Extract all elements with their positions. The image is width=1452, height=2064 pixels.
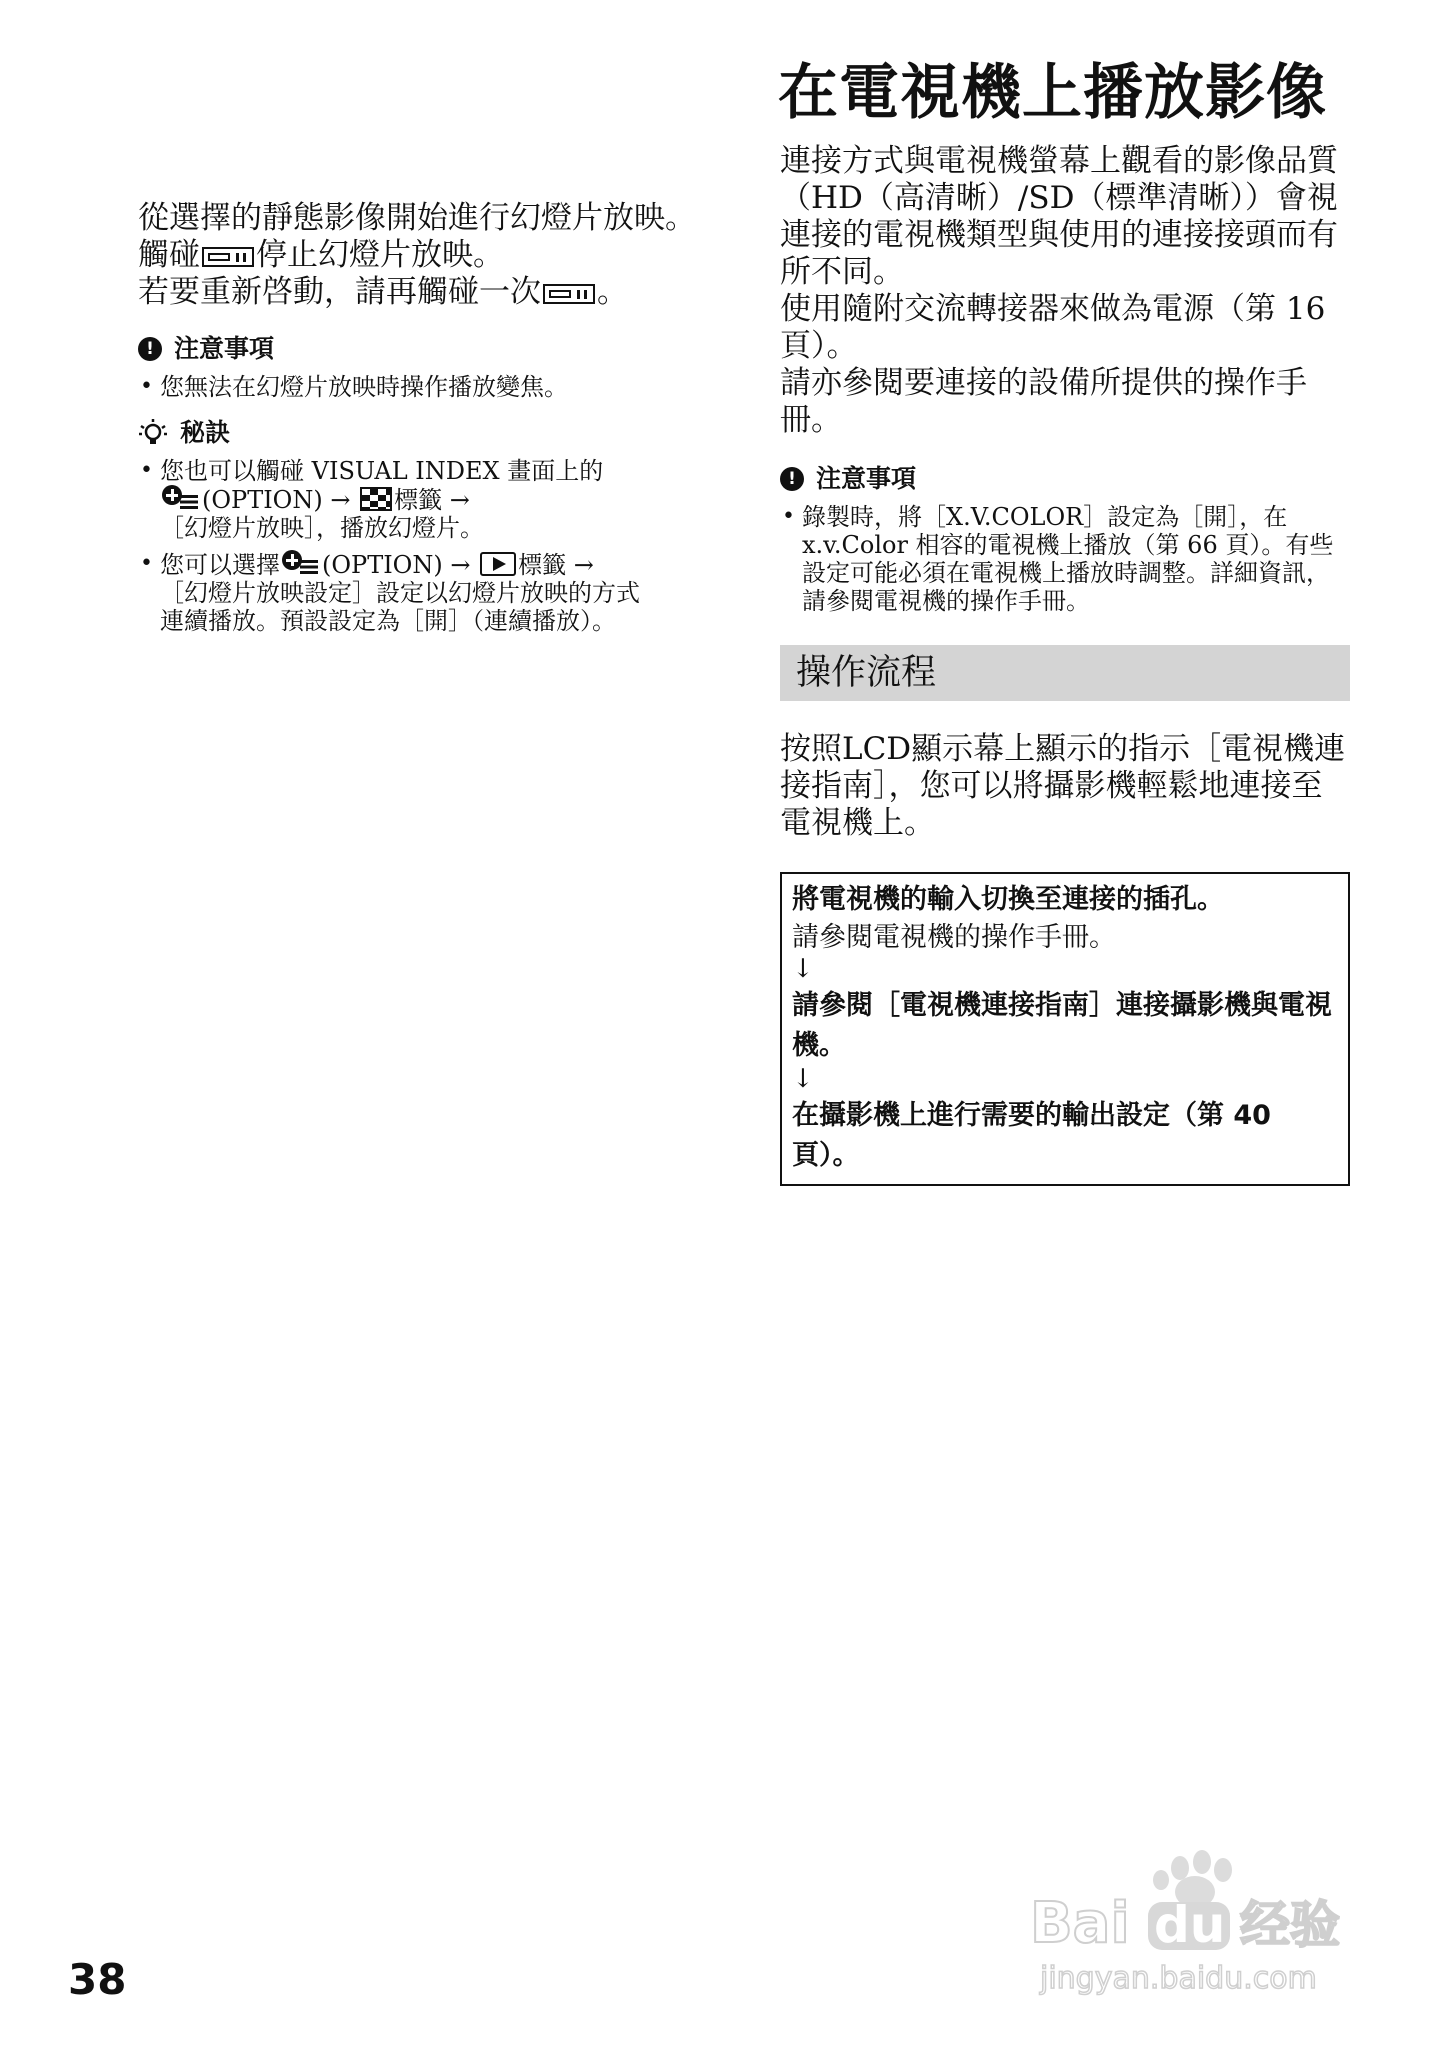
arrow: →	[330, 486, 351, 514]
flow-step-3: 在攝影機上進行需要的輸出設定（第 40 頁）。	[792, 1100, 1271, 1171]
paragraph: 使用隨附交流轉接器來做為電源（第 16 頁）。	[780, 291, 1326, 364]
svg-text:经验: 经验	[1240, 1896, 1340, 1954]
svg-text:jingyan.baidu.com: jingyan.baidu.com	[1040, 1961, 1317, 1996]
list-item: • 您可以選擇 (OPTION) → 標籤 → ［幻燈片放映設定］設定以幻燈片放映的方式 連續播放。預設設定為［開］（連續播放）。	[138, 550, 710, 635]
caution-list	[780, 503, 1350, 615]
baidu-watermark-logo	[1030, 1850, 1410, 2000]
slideshow-pause-icon	[543, 284, 595, 304]
list-item: • 您無法在幻燈片放映時操作播放變焦。	[138, 373, 710, 401]
paragraph: 請亦參閱要連接的設備所提供的操作手冊。	[780, 365, 1307, 438]
option-icon	[162, 485, 200, 511]
restart-text: 若要重新啓動，請再觸碰一次 。	[138, 274, 628, 310]
intro-paragraphs	[780, 143, 1350, 439]
paragraph: 連接方式與電視機螢幕上觀看的影像品質（HD（高清晰）/SD（標準清晰））會視連接的電視機類型與使用的連接接頭而有所不同。	[780, 143, 1338, 290]
caution-icon: !	[780, 467, 804, 491]
list-item: • 錄製時，將［X.V.COLOR］設定為［開］，在 x.v.Color 相容的電視機上播放（第 66 頁）。有些設定可能必須在電視機上播放時調整。詳細資訊，請參閱電視機的操作手冊。	[780, 503, 1350, 615]
left-column	[138, 200, 710, 643]
flow-box	[780, 872, 1350, 1186]
list-item: • 您也可以觸碰 VISUAL INDEX 畫面上的 (OPTION) → 標籤 → ［幻燈片放映］，播放幻燈片。	[138, 457, 710, 542]
slideshow-instructions	[138, 200, 710, 311]
caution-title: 注意事項	[816, 464, 917, 493]
tips-list	[138, 457, 710, 635]
flow-step-1-note: 請參閱電視機的操作手冊。	[792, 922, 1116, 953]
caution-section-left	[138, 333, 710, 401]
down-arrow-icon: ↓	[792, 954, 814, 984]
svg-text:du: du	[1154, 1896, 1226, 1954]
intro-text: 從選擇的靜態影像開始進行幻燈片放映。	[138, 200, 696, 236]
flow-step-2: 請參閱［電視機連接指南］連接攝影機與電視機。	[792, 990, 1332, 1061]
caution-title: 注意事項	[174, 334, 275, 363]
tips-section	[138, 417, 710, 635]
section-text: 按照LCD顯示幕上顯示的指示［電視機連接指南］，您可以將攝影機輕鬆地連接至電視機上。	[780, 731, 1346, 841]
stop-text: 觸碰 停止幻燈片放映。	[138, 237, 504, 273]
right-column	[780, 55, 1350, 1186]
arrow: →	[449, 486, 470, 514]
page-number: 38	[68, 1955, 127, 2004]
arrow: →	[450, 551, 471, 579]
play-tab-icon	[480, 552, 516, 576]
page-title: 在電視機上播放影像	[778, 58, 1327, 128]
caution-list	[138, 373, 710, 401]
svg-text:Bai: Bai	[1030, 1891, 1130, 1956]
flow-step-1: 將電視機的輸入切換至連接的插孔。	[792, 884, 1224, 915]
section-heading: 操作流程	[780, 645, 1350, 701]
option-icon	[282, 550, 320, 576]
caution-icon: !	[138, 337, 162, 361]
down-arrow-icon: ↓	[792, 1064, 814, 1094]
grid-tab-icon	[360, 487, 392, 511]
arrow: →	[573, 551, 594, 579]
lightbulb-icon	[138, 418, 168, 448]
slideshow-pause-icon	[202, 247, 254, 267]
tips-title: 秘訣	[180, 418, 231, 447]
caution-section-right	[780, 463, 1350, 615]
